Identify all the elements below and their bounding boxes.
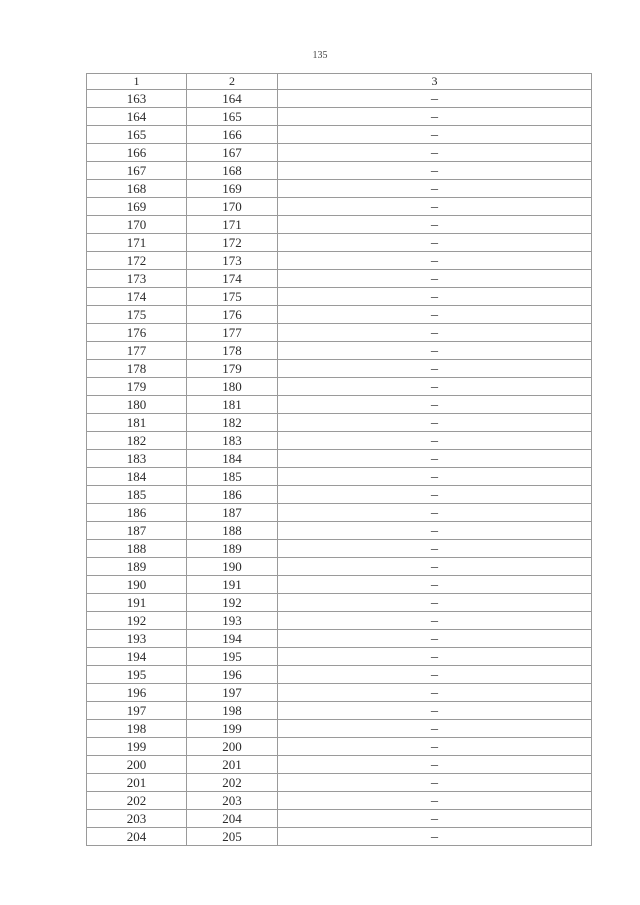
table-cell-col-2: 170 bbox=[187, 198, 278, 216]
table-cell-col-3: – bbox=[278, 558, 592, 576]
table-cell-col-1: 175 bbox=[87, 306, 187, 324]
table-cell-col-2: 178 bbox=[187, 342, 278, 360]
table-cell-col-3: – bbox=[278, 666, 592, 684]
table-cell-col-3: – bbox=[278, 450, 592, 468]
table-cell-col-1: 202 bbox=[87, 792, 187, 810]
table-cell-col-2: 165 bbox=[187, 108, 278, 126]
table-cell-col-2: 175 bbox=[187, 288, 278, 306]
table-cell-col-3: – bbox=[278, 414, 592, 432]
table-cell-col-3: – bbox=[278, 216, 592, 234]
table-cell-col-2: 171 bbox=[187, 216, 278, 234]
table-cell-col-2: 189 bbox=[187, 540, 278, 558]
table-row bbox=[87, 612, 592, 630]
table-row bbox=[87, 666, 592, 684]
table-cell-col-1: 182 bbox=[87, 432, 187, 450]
table-cell-col-2: 176 bbox=[187, 306, 278, 324]
table-row bbox=[87, 288, 592, 306]
table-cell-col-1: 192 bbox=[87, 612, 187, 630]
table-cell-col-2: 204 bbox=[187, 810, 278, 828]
table-row bbox=[87, 648, 592, 666]
table-cell-col-3: – bbox=[278, 630, 592, 648]
table-cell-col-3: – bbox=[278, 198, 592, 216]
table-cell-col-2: 180 bbox=[187, 378, 278, 396]
table-cell-col-1: 168 bbox=[87, 180, 187, 198]
table-cell-col-2: 199 bbox=[187, 720, 278, 738]
table-row bbox=[87, 792, 592, 810]
table-cell-col-2: 205 bbox=[187, 828, 278, 846]
column-header-3: 3 bbox=[278, 74, 592, 90]
table-cell-col-1: 170 bbox=[87, 216, 187, 234]
table-cell-col-3: – bbox=[278, 684, 592, 702]
column-header-1: 1 bbox=[87, 74, 187, 90]
table-body bbox=[87, 90, 592, 846]
table-row bbox=[87, 216, 592, 234]
table-cell-col-1: 195 bbox=[87, 666, 187, 684]
table-cell-col-1: 197 bbox=[87, 702, 187, 720]
table-cell-col-3: – bbox=[278, 828, 592, 846]
table-row bbox=[87, 180, 592, 198]
table-cell-col-2: 181 bbox=[187, 396, 278, 414]
table-cell-col-2: 172 bbox=[187, 234, 278, 252]
table-cell-col-2: 203 bbox=[187, 792, 278, 810]
table-cell-col-1: 167 bbox=[87, 162, 187, 180]
table-cell-col-3: – bbox=[278, 576, 592, 594]
table-cell-col-2: 168 bbox=[187, 162, 278, 180]
table-cell-col-1: 177 bbox=[87, 342, 187, 360]
table-cell-col-1: 201 bbox=[87, 774, 187, 792]
table-row bbox=[87, 756, 592, 774]
table-cell-col-3: – bbox=[278, 306, 592, 324]
table-cell-col-3: – bbox=[278, 774, 592, 792]
table-cell-col-3: – bbox=[278, 720, 592, 738]
table-cell-col-1: 196 bbox=[87, 684, 187, 702]
table-cell-col-1: 181 bbox=[87, 414, 187, 432]
table-cell-col-1: 176 bbox=[87, 324, 187, 342]
table-cell-col-1: 194 bbox=[87, 648, 187, 666]
table-cell-col-2: 177 bbox=[187, 324, 278, 342]
table-cell-col-1: 187 bbox=[87, 522, 187, 540]
table-row bbox=[87, 540, 592, 558]
table-row bbox=[87, 108, 592, 126]
table-row bbox=[87, 324, 592, 342]
table-cell-col-1: 165 bbox=[87, 126, 187, 144]
table-cell-col-1: 172 bbox=[87, 252, 187, 270]
table-cell-col-2: 185 bbox=[187, 468, 278, 486]
table-cell-col-1: 169 bbox=[87, 198, 187, 216]
table-cell-col-2: 201 bbox=[187, 756, 278, 774]
table-cell-col-1: 199 bbox=[87, 738, 187, 756]
table-cell-col-1: 198 bbox=[87, 720, 187, 738]
table-cell-col-2: 200 bbox=[187, 738, 278, 756]
table-cell-col-2: 196 bbox=[187, 666, 278, 684]
table-cell-col-2: 187 bbox=[187, 504, 278, 522]
table-cell-col-3: – bbox=[278, 108, 592, 126]
table-row bbox=[87, 126, 592, 144]
table-cell-col-3: – bbox=[278, 144, 592, 162]
table-cell-col-2: 188 bbox=[187, 522, 278, 540]
table-row bbox=[87, 162, 592, 180]
table-cell-col-1: 163 bbox=[87, 90, 187, 108]
table-cell-col-2: 202 bbox=[187, 774, 278, 792]
table-cell-col-2: 174 bbox=[187, 270, 278, 288]
table-row bbox=[87, 360, 592, 378]
table-row bbox=[87, 720, 592, 738]
table-row bbox=[87, 810, 592, 828]
table-cell-col-1: 174 bbox=[87, 288, 187, 306]
table-cell-col-3: – bbox=[278, 792, 592, 810]
table-cell-col-3: – bbox=[278, 252, 592, 270]
table-cell-col-1: 203 bbox=[87, 810, 187, 828]
table-row bbox=[87, 252, 592, 270]
table-cell-col-1: 185 bbox=[87, 486, 187, 504]
table-cell-col-3: – bbox=[278, 738, 592, 756]
table-cell-col-1: 166 bbox=[87, 144, 187, 162]
page-number: 135 bbox=[312, 50, 328, 61]
table-cell-col-1: 184 bbox=[87, 468, 187, 486]
table-cell-col-2: 195 bbox=[187, 648, 278, 666]
table-cell-col-3: – bbox=[278, 594, 592, 612]
table-row bbox=[87, 702, 592, 720]
table-row bbox=[87, 234, 592, 252]
table-cell-col-1: 179 bbox=[87, 378, 187, 396]
table-cell-col-3: – bbox=[278, 648, 592, 666]
table-cell-col-1: 200 bbox=[87, 756, 187, 774]
table-cell-col-1: 178 bbox=[87, 360, 187, 378]
table-row bbox=[87, 576, 592, 594]
table-cell-col-1: 190 bbox=[87, 576, 187, 594]
table-cell-col-3: – bbox=[278, 432, 592, 450]
table-row bbox=[87, 90, 592, 108]
table-cell-col-2: 197 bbox=[187, 684, 278, 702]
table-row bbox=[87, 198, 592, 216]
table-row bbox=[87, 306, 592, 324]
table-cell-col-2: 173 bbox=[187, 252, 278, 270]
table-row bbox=[87, 378, 592, 396]
table-cell-col-3: – bbox=[278, 468, 592, 486]
table-cell-col-3: – bbox=[278, 612, 592, 630]
table-cell-col-2: 193 bbox=[187, 612, 278, 630]
table-row bbox=[87, 630, 592, 648]
table-row bbox=[87, 432, 592, 450]
table-cell-col-3: – bbox=[278, 504, 592, 522]
table-cell-col-3: – bbox=[278, 702, 592, 720]
table-cell-col-2: 166 bbox=[187, 126, 278, 144]
table-cell-col-2: 190 bbox=[187, 558, 278, 576]
table-cell-col-3: – bbox=[278, 486, 592, 504]
table-cell-col-2: 186 bbox=[187, 486, 278, 504]
table-cell-col-3: – bbox=[278, 288, 592, 306]
table-cell-col-2: 198 bbox=[187, 702, 278, 720]
table-cell-col-2: 182 bbox=[187, 414, 278, 432]
table-cell-col-3: – bbox=[278, 180, 592, 198]
table-row bbox=[87, 468, 592, 486]
table-cell-col-2: 169 bbox=[187, 180, 278, 198]
table-cell-col-2: 183 bbox=[187, 432, 278, 450]
table-row bbox=[87, 396, 592, 414]
table-row bbox=[87, 558, 592, 576]
table-cell-col-1: 180 bbox=[87, 396, 187, 414]
table-row bbox=[87, 270, 592, 288]
table-cell-col-1: 188 bbox=[87, 540, 187, 558]
table-cell-col-1: 189 bbox=[87, 558, 187, 576]
table-cell-col-1: 183 bbox=[87, 450, 187, 468]
table-row bbox=[87, 450, 592, 468]
table-row bbox=[87, 774, 592, 792]
table-cell-col-1: 191 bbox=[87, 594, 187, 612]
table-row bbox=[87, 414, 592, 432]
table-row bbox=[87, 342, 592, 360]
table-cell-col-3: – bbox=[278, 90, 592, 108]
table-cell-col-1: 204 bbox=[87, 828, 187, 846]
table-row bbox=[87, 144, 592, 162]
table-row bbox=[87, 828, 592, 846]
table-cell-col-3: – bbox=[278, 522, 592, 540]
table-cell-col-3: – bbox=[278, 396, 592, 414]
table-row bbox=[87, 684, 592, 702]
table-row bbox=[87, 594, 592, 612]
table-cell-col-3: – bbox=[278, 378, 592, 396]
table-cell-col-1: 186 bbox=[87, 504, 187, 522]
table-cell-col-3: – bbox=[278, 324, 592, 342]
table-cell-col-3: – bbox=[278, 162, 592, 180]
table-cell-col-2: 164 bbox=[187, 90, 278, 108]
table-cell-col-1: 193 bbox=[87, 630, 187, 648]
table-cell-col-3: – bbox=[278, 234, 592, 252]
table-cell-col-3: – bbox=[278, 126, 592, 144]
table-cell-col-1: 164 bbox=[87, 108, 187, 126]
table-cell-col-2: 192 bbox=[187, 594, 278, 612]
table-cell-col-2: 167 bbox=[187, 144, 278, 162]
data-table bbox=[86, 73, 592, 846]
table-cell-col-3: – bbox=[278, 540, 592, 558]
table-cell-col-3: – bbox=[278, 270, 592, 288]
table-cell-col-3: – bbox=[278, 360, 592, 378]
table-header-row bbox=[87, 74, 592, 90]
table-cell-col-3: – bbox=[278, 810, 592, 828]
column-header-2: 2 bbox=[187, 74, 278, 90]
table-cell-col-1: 173 bbox=[87, 270, 187, 288]
table-row bbox=[87, 486, 592, 504]
table-row bbox=[87, 504, 592, 522]
table-cell-col-3: – bbox=[278, 756, 592, 774]
table-cell-col-2: 184 bbox=[187, 450, 278, 468]
table-cell-col-2: 179 bbox=[187, 360, 278, 378]
table-cell-col-1: 171 bbox=[87, 234, 187, 252]
table-cell-col-2: 191 bbox=[187, 576, 278, 594]
table-cell-col-2: 194 bbox=[187, 630, 278, 648]
table-row bbox=[87, 522, 592, 540]
table-cell-col-3: – bbox=[278, 342, 592, 360]
table-row bbox=[87, 738, 592, 756]
